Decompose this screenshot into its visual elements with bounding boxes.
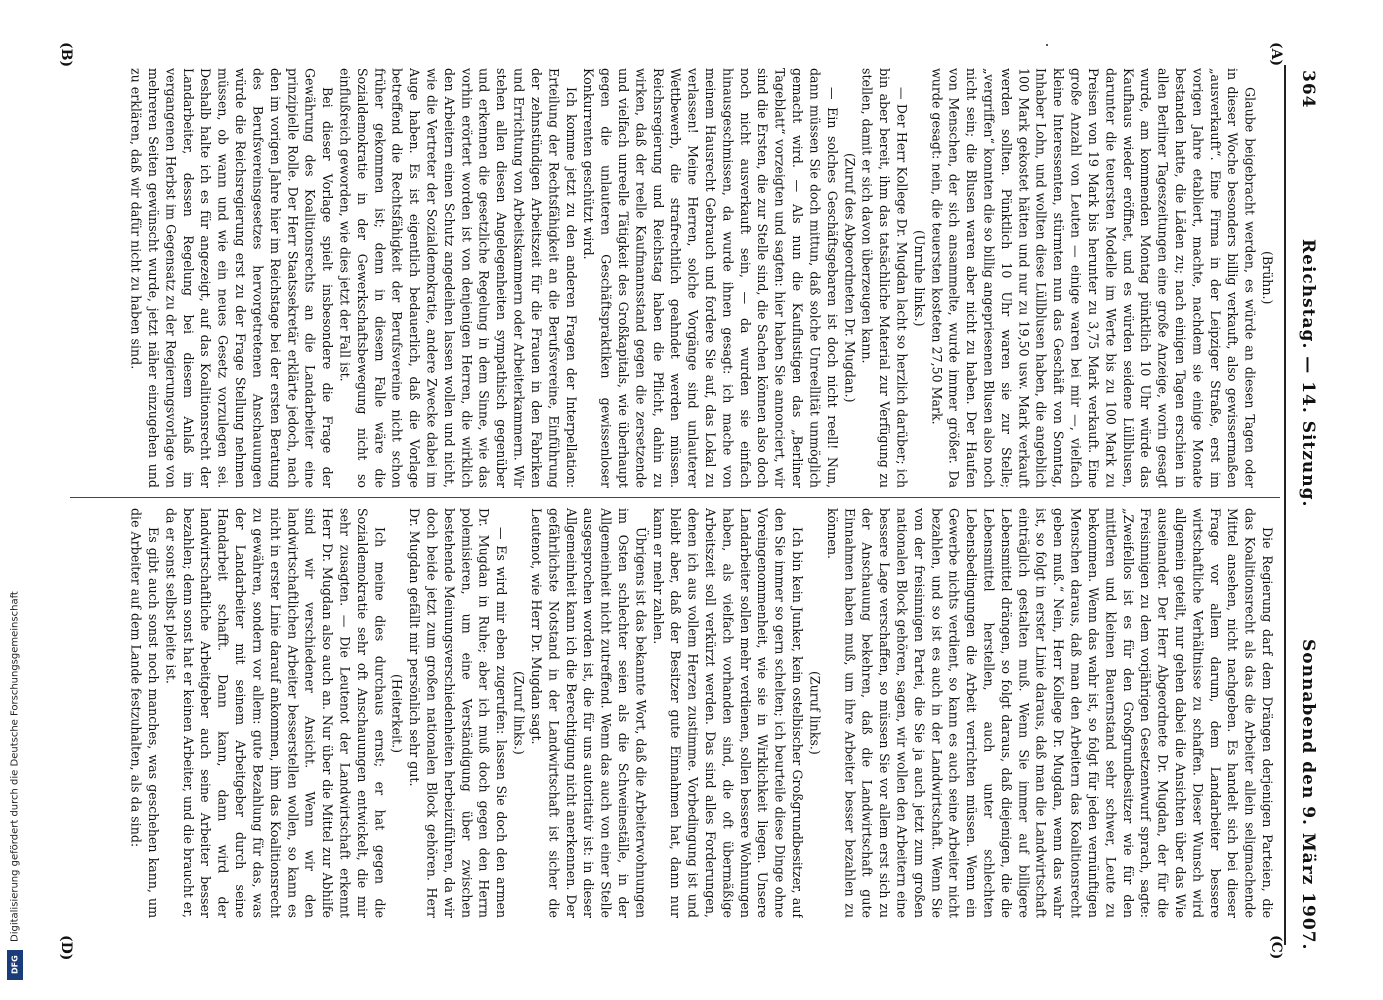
margin-mark-d: (D) [58, 935, 74, 961]
interjection: (Zuruf links.) [807, 671, 823, 755]
interjection: (Heiterkeit.) [389, 673, 405, 753]
header-date: Sonnabend den 9. März 1907. [1298, 638, 1318, 950]
paragraph: Übrigens ist das bekannte Wort, daß die Arbeiterwohnungen im Osten schlechter seien als die Schweineställe, in der Allgemeinheit nicht zutreffend. Wenn das auch von einer Stelle ausgesprochen worden ist, die für uns autoritativ ist: in dieser Allgemeinheit kann ich die Berechtigung nicht anerkennen. Der gefährlichste Notstand in der Landwirtschaft ist sicher die Leutenot, wie Herr Dr. Mugdan sagt. [528, 508, 649, 918]
interjection: (Unruhe links.) [911, 229, 927, 327]
paragraph: Ich meine dies durchaus ernst; er hat gegen die Sozialdemokratie sehr oft Anschauungen entwickelt, die mir sehr zusagten. — Die Leutenot der Landwirtschaft erkennt Herr Dr. Mugdan also auch an. Nur über die Mittel zur Abhilfe sind wir verschiedener Ansicht. Wenn wir den landwirtschaftlichen Arbeiter besserstellen wollen, so kann es nicht in erster Linie darauf ankommen, ihm das Koalitionsrecht zu gewähren, sondern vor allem: gute Bezahlung für das, was der Landarbeiter mit seinem Arbeitgeber durch seine Handarbeit schafft. Dann kann, dann wird der landwirtschaftliche Arbeitgeber auch seine Arbeiter besser bezahlen; denn sonst hat er keinen Arbeiter, und die braucht er, da er sonst selbst pleite ist. [163, 508, 388, 918]
margin-mark-c: (C) [1268, 935, 1284, 960]
header-title: Reichstag. — 14. Sitzung. [1298, 239, 1318, 508]
paragraph: Ich bin kein Junker, kein ostelbischer Großgrundbesitzer, auf den Sie immer so gern schelten; ich beurteile diese Dinge ohne Voreingenommenheit, wie sie in Wirklichkeit liegen. Unsere Landarbeiter sollen mehr verdienen, sollen bessere Wohnungen haben, als vielfach vorhanden sind, die oft übermäßige Arbeitszeit soll verkürzt werden. Das sind alles Forderungen, denen ich aus vollem Herzen zustimme. Vorbedingung ist und bleibt aber, daß der Besitzer gute Einnahmen hat, dann nur kann er mehr zahlen. [650, 508, 806, 918]
paragraph: Ich komme jetzt zu den anderen Fragen der Interpellation: Erteilung der Rechtsfähigkeit an die Berufsvereine, Einführung der zehnstündigen Arbeitszeit für die Frauen in den Fabriken und Errichtung von Arbeitskammern oder Arbeiterkammern. Wir stehen allen diesen Angelegenheiten sympathisch gegenüber und erkennen die gesetzliche Regelung in dem Sinne, wie das vorhin erörtert worden ist von denjenigen Herren, die wirklich den Arbeitern einen Schutz angedeihen lassen wollen und nicht, wie die Vertreter der Sozialdemokratie, andere Zwecke dabei im Auge haben. Es ist eigentlich bedauerlich, daß die Vorlage betreffend die Rechtsfähigkeit der Berufsvereine nicht schon früher gekommen ist; denn in diesem Falle wäre die Sozialdemokratie in der Gewerkschaftsbewegung nicht so einflußreich geworden, wie dies jetzt der Fall ist. [337, 68, 579, 488]
funding-note [6, 20, 24, 980]
text-column-right [76, 508, 1276, 918]
paragraph: Bei dieser Vorlage spielt insbesondere die Frage der Gewährung des Koalitionsrechts an die Landarbeiter eine prinzipielle Rolle. Der Herr Staatssekretär erklärte jedoch, nach den im vorigen Jahre hier im Reichstage bei der ersten Beratung des Berufsvereinsgesetzes hervorgetretenen Anschauungen würde die Reichsregierung erst zu der Frage Stellung nehmen müssen, ob wann und wie ein neues Gesetz vorzulegen sei. Deshalb halte ich es für angezeigt, auf das Koalitionsrecht der Landarbeiter, dessen Regelung bei diesem Anlaß im vergangenen Herbst im Gegensatz zu der Regierungsvorlage von mehreren Seiten gewünscht wurde, jetzt näher einzugehen und zu erklären, daß wir dafür nicht zu haben sind. [128, 68, 336, 488]
margin-mark-a: (A) [1268, 42, 1284, 67]
column-divider [70, 497, 1280, 498]
paragraph: — Es wird mir eben zugerufen: lassen Sie doch den armen Dr. Mugdan in Ruhe; aber ich muß doch gegen den Herrn polemisieren, um eine Verständigung über zwischen bestehende Meinungsverschiedenheiten herbeizuführen, da wir doch beide jetzt zum großen nationalen Block gehören. Herr Dr. Mugdan gefällt mir persönlich sehr gut. [407, 508, 510, 918]
paragraph: Es gibt auch sonst noch manches, was geschehen kann, um die Arbeiter auf dem Lande festzuhalten, als da sind: [128, 508, 161, 918]
interjection: (Zuruf des Abgeordneten Dr. Mugdan.) [842, 153, 858, 403]
dfg-logo: DFG [7, 950, 23, 980]
paragraph: — Ein solches Geschäftsgebaren ist doch nicht reell! Nun, dann müssen Sie doch mittun, daß solche Unreellität unmöglich gemacht wird. — Als nun die Kauflustigen das „Berliner Tageblatt“ vorzeigten und sagten: hier haben Sie annonciert, wir sind die Ersten, die zur Stelle sind, die Sachen können also doch noch nicht ausverkauft sein, — da wurden sie einfach hinausgeschmissen, da wurde ihnen gesagt: ich mache von meinem Hausrecht Gebrauch und fordere Sie auf, das Lokal zu verlassen! Meine Herren, solche Vorgänge sind unlauterer Wettbewerb, die strafrechtlich geahndet werden müssen. Reichsregierung und Reichstag haben die Pflicht, dahin zu wirken, daß der reelle Kaufmannsstand gegen die zersetzende und vielfach unreelle Tätigkeit des Großkapitals, wie überhaupt gegen die unlauteren Geschäftspraktiken gewissenloser Konkurrenten geschützt wird. [581, 68, 840, 488]
page-number: 364 [1298, 70, 1318, 109]
speaker-tag: (Brühn.) [1260, 251, 1275, 305]
funding-note-text: Digitalisierung gefördert durch die Deutsche Forschungsgemeinschaft [9, 591, 21, 942]
paragraph: — Der Herr Kollege Dr. Mugdan lacht so herzlich darüber; ich bin aber bereit, ihm das tatsächliche Material zur Verfügung zu stellen, damit er sich davon überzeugen kann. [859, 68, 910, 488]
margin-mark-b: (B) [58, 42, 74, 68]
text-column-left [76, 68, 1276, 488]
page-header [1290, 70, 1318, 950]
speck [1046, 44, 1048, 46]
header-rule [1284, 65, 1286, 945]
paragraph: Die Regierung darf dem Drängen derjenigen Parteien, die das Koalitionsrecht als das die Arbeiter allein seligmachende Mittel ansehen, nicht nachgeben. Es handelt sich bei dieser Frage vor allem darum, dem Landarbeiter bessere wirtschaftliche Verhältnisse zu schaffen. Dieser Wunsch wird allgemein geteilt, nur gehen dabei die Ansichten über das Wie auseinander. Der Herr Abgeordnete Dr. Mugdan, der für die Freisinnigen zu dem vorjährigen Gesetzentwurf sprach, sagte: „Zweifellos ist es für den Großgrundbesitzer wie für den mittleren und kleinen Bauernstand sehr schwer, Leute zu bekommen. Wenn das wahr ist, so folgt für jeden vernünftigen Menschen daraus, daß man den Arbeitern das Koalitionsrecht geben muß.“ Nein, Herr Kollege Dr. Mugdan, wenn das wahr ist, so folgt in erster Linie daraus, daß man die Landwirtschaft einträglich gestalten muß. Wenn Sie immer auf billigere Lebensmittel drängen, so folgt daraus, daß diejenigen, die die Lebensmittel herstellen, auch unter schlechten Lebensbedingungen die Arbeit verrichten müssen. Wenn ein Gewerbe nichts verdient, so kann es auch seine Arbeiter nicht bezahlen, und so ist es auch in der Landwirtschaft. Wenn Sie von der freisinnigen Partei, die Sie ja auch jetzt zum großen nationalen Block gehören, sagen, wir wollen den Arbeitern eine bessere Lage verschaffen, so müssen Sie vor allem erst sich zu der Anschauung bekehren, daß die Landwirtschaft gute Einnahmen haben muß, um ihre Arbeiter besser bezahlen zu können. [824, 508, 1275, 918]
interjection: (Zuruf links.) [511, 671, 527, 755]
paragraph: Glaube beigebracht werden, es würde an diesen Tagen oder in dieser Woche besonders billig verkauft, also gewissermaßen „ausverkauft“. Eine Firma in der Leipziger Straße, erst im vorigen Jahre etabliert, machte, nachdem sie einige Monate bestanden hatte, die Läden zu; nach einigen Tagen erschien in allen Berliner Tageszeitungen eine große Anzeige, worin gesagt wurde, am kommenden Montag pünktlich 10 Uhr würde das Kaufhaus wieder eröffnet, und es würden seidene Lüllblusen, darunter die teuersten Modelle im Werte bis zu 100 Mark zu Preisen von 19 Mark bis herunter zu 3,75 Mark verkauft. Eine große Anzahl von Leuten — einige waren bei mir —, vielfach kleine Interessenten, stürmten nun das Geschäft von Sonntag, Inhaber Lohn, und wollten diese Lüllblusen haben, die angeblich 100 Mark gekostet hätten und nur zu 19,50 usw. Mark verkauft werden sollten. Pünktlich 10 Uhr waren sie zur Stelle; „vergriffen“ konnten die so billig angepriesenen Blusen also noch nicht sein; die Blusen waren aber nicht zu haben. Der Haufen von Menschen, der sich ansammelte, wurde immer größer. Da wurde gesagt: nein, die teuersten kosteten 27,50 Mark. [929, 68, 1258, 488]
